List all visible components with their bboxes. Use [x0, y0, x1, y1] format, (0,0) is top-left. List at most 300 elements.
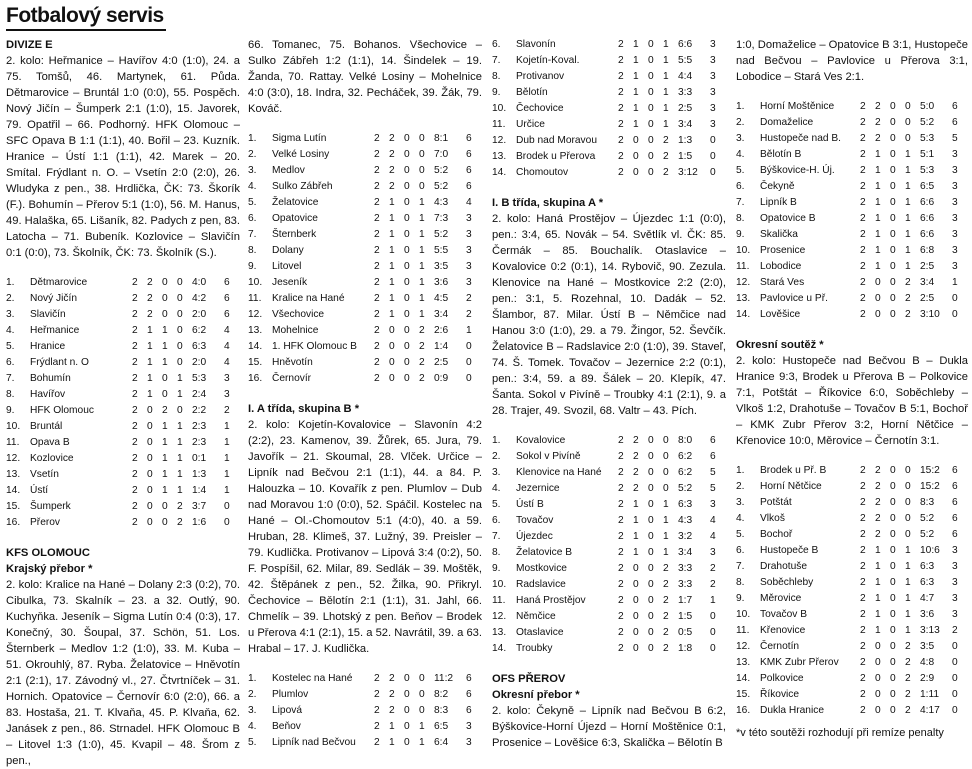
- points: 3: [952, 197, 958, 208]
- score: 8:3: [434, 705, 449, 716]
- score: 3:12: [678, 167, 698, 178]
- points: 4: [710, 531, 716, 542]
- team-name: Hustopeče nad B.: [760, 133, 841, 144]
- score: 5:2: [920, 117, 935, 128]
- games-played: 2: [860, 497, 866, 508]
- wins: 2: [875, 117, 881, 128]
- table-row: [248, 195, 482, 211]
- team-name: Heřmanice: [30, 325, 80, 336]
- points: 0: [224, 501, 230, 512]
- wins: 0: [633, 611, 639, 622]
- games-played: 2: [860, 529, 866, 540]
- wins: 2: [875, 497, 881, 508]
- points: 0: [710, 643, 716, 654]
- team-rank: 14.: [736, 309, 751, 320]
- table-row: [6, 355, 240, 371]
- team-rank: 5.: [248, 737, 257, 748]
- games-played: 2: [374, 373, 380, 384]
- points: 3: [952, 165, 958, 176]
- team-name: Kostelec na Hané: [272, 673, 353, 684]
- draws: 0: [648, 563, 654, 574]
- draws: 0: [162, 277, 168, 288]
- games-played: 2: [374, 229, 380, 240]
- points: 5: [710, 467, 716, 478]
- wins: 0: [875, 641, 881, 652]
- losses: 0: [905, 497, 911, 508]
- team-rank: 2.: [736, 481, 745, 492]
- wins: 1: [633, 39, 639, 50]
- team-name: Sulko Zábřeh: [272, 181, 333, 192]
- team-name: Horní Nětčice: [760, 481, 822, 492]
- team-name: Čechovice: [516, 103, 564, 114]
- draws: 0: [648, 435, 654, 446]
- games-played: 2: [618, 563, 624, 574]
- team-rank: 11.: [736, 261, 750, 272]
- column-2: [248, 37, 482, 751]
- losses: 1: [905, 213, 911, 224]
- losses: 1: [905, 625, 911, 636]
- draws: 0: [890, 657, 896, 668]
- team-rank: 14.: [492, 643, 507, 654]
- draws: 0: [890, 133, 896, 144]
- table-row: [248, 243, 482, 259]
- losses: 0: [905, 465, 911, 476]
- table-row: [492, 117, 726, 133]
- team-name: Říkovice: [760, 689, 800, 700]
- losses: 1: [905, 181, 911, 192]
- games-played: 2: [374, 261, 380, 272]
- draws: 1: [162, 325, 168, 336]
- wins: 0: [633, 579, 639, 590]
- wins: 1: [875, 165, 881, 176]
- games-played: 2: [618, 71, 624, 82]
- team-rank: 14.: [492, 167, 507, 178]
- draws: 0: [648, 467, 654, 478]
- table-row: [736, 243, 968, 259]
- table-row: [248, 163, 482, 179]
- draws: 1: [162, 421, 168, 432]
- points: 6: [952, 481, 958, 492]
- points: 0: [710, 627, 716, 638]
- team-rank: 9.: [6, 405, 15, 416]
- table-row: [492, 529, 726, 545]
- losses: 2: [663, 135, 669, 146]
- games-played: 2: [618, 515, 624, 526]
- wins: 2: [875, 133, 881, 144]
- team-name: Býškovice-H. Új.: [760, 165, 835, 176]
- team-name: Černotín: [760, 641, 800, 652]
- games-played: 2: [860, 165, 866, 176]
- points: 3: [952, 545, 958, 556]
- points: 4: [224, 325, 230, 336]
- team-name: Mostkovice: [516, 563, 567, 574]
- losses: 0: [177, 325, 183, 336]
- table-row: [6, 483, 240, 499]
- games-played: 2: [374, 737, 380, 748]
- losses: 0: [177, 357, 183, 368]
- draws: 0: [162, 309, 168, 320]
- points: 0: [952, 309, 958, 320]
- games-played: 2: [860, 213, 866, 224]
- table-row: [6, 307, 240, 323]
- losses: 2: [419, 373, 425, 384]
- games-played: 2: [132, 341, 138, 352]
- losses: 1: [177, 389, 183, 400]
- table-row: [492, 481, 726, 497]
- wins: 0: [633, 643, 639, 654]
- wins: 0: [147, 469, 153, 480]
- wins: 2: [633, 435, 639, 446]
- score: 2:5: [920, 261, 935, 272]
- losses: 1: [419, 293, 425, 304]
- wins: 1: [389, 213, 395, 224]
- score: 5:2: [920, 529, 935, 540]
- table-row: [492, 497, 726, 513]
- wins: 0: [389, 357, 395, 368]
- points: 3: [952, 561, 958, 572]
- points: 3: [710, 55, 716, 66]
- section-subheader: Okresní přebor *: [492, 689, 580, 701]
- table-row: [248, 371, 482, 387]
- score: 6:4: [434, 737, 449, 748]
- score: 3:6: [434, 277, 449, 288]
- score: 3:10: [920, 309, 940, 320]
- points: 1: [466, 325, 472, 336]
- draws: 0: [404, 737, 410, 748]
- games-played: 2: [618, 611, 624, 622]
- table-row: [492, 133, 726, 149]
- team-name: Brodek u Př. B: [760, 465, 827, 476]
- table-row: [248, 259, 482, 275]
- games-played: 2: [860, 561, 866, 572]
- draws: 1: [162, 469, 168, 480]
- games-played: 2: [374, 133, 380, 144]
- games-played: 2: [132, 421, 138, 432]
- team-name: Slavičín: [30, 309, 66, 320]
- table-row: [736, 291, 968, 307]
- losses: 0: [663, 435, 669, 446]
- losses: 2: [663, 579, 669, 590]
- games-played: 2: [618, 483, 624, 494]
- wins: 1: [875, 261, 881, 272]
- wins: 0: [389, 325, 395, 336]
- team-name: Želatovice B: [516, 547, 573, 558]
- section-header: KFS OLOMOUC: [6, 547, 90, 559]
- team-rank: 4.: [6, 325, 15, 336]
- draws: 0: [648, 71, 654, 82]
- score: 1:8: [678, 643, 693, 654]
- losses: 1: [663, 87, 669, 98]
- table-row: [492, 85, 726, 101]
- team-name: HFK Olomouc: [30, 405, 94, 416]
- points: 0: [466, 357, 472, 368]
- score: 3:4: [678, 547, 693, 558]
- games-played: 2: [374, 277, 380, 288]
- team-rank: 13.: [736, 293, 751, 304]
- points: 6: [710, 435, 716, 446]
- losses: 2: [905, 657, 911, 668]
- table-row: [736, 591, 968, 607]
- team-name: Černovír: [272, 373, 312, 384]
- table-row: [248, 211, 482, 227]
- team-rank: 16.: [6, 517, 21, 528]
- points: 1: [224, 485, 230, 496]
- team-name: Přerov: [30, 517, 61, 528]
- games-played: 2: [860, 309, 866, 320]
- score: 8:2: [434, 689, 449, 700]
- table-row: [492, 641, 726, 657]
- games-played: 2: [618, 435, 624, 446]
- standings-table: [736, 99, 968, 323]
- wins: 0: [147, 437, 153, 448]
- match-results: 66. Tomanec, 75. Bohanos. Všechovice – Sulko Zábřeh 1:2 (1:1), 14. Šindelek – 19. Žanda, 70. Rattay. Velké Losiny – Mohelnice 4:0 (3:0), 18. Indra, 32. Pecháček, 39. Žák, 79. Kováč.: [248, 39, 482, 115]
- points: 6: [224, 293, 230, 304]
- losses: 1: [419, 197, 425, 208]
- score: 3:4: [678, 119, 693, 130]
- points: 6: [952, 101, 958, 112]
- games-played: 2: [860, 229, 866, 240]
- games-played: 2: [860, 101, 866, 112]
- losses: 1: [419, 261, 425, 272]
- wins: 0: [147, 421, 153, 432]
- table-row: [736, 495, 968, 511]
- wins: 0: [147, 485, 153, 496]
- team-name: Hustopeče B: [760, 545, 819, 556]
- games-played: 2: [374, 197, 380, 208]
- points: 0: [466, 341, 472, 352]
- team-name: Litovel: [272, 261, 302, 272]
- losses: 2: [663, 627, 669, 638]
- team-rank: 9.: [492, 87, 501, 98]
- team-name: Ústí: [30, 485, 49, 496]
- points: 2: [466, 309, 472, 320]
- table-row: [736, 479, 968, 495]
- games-played: 2: [132, 437, 138, 448]
- wins: 2: [633, 467, 639, 478]
- draws: 0: [404, 181, 410, 192]
- team-rank: 3.: [736, 497, 745, 508]
- games-played: 2: [860, 657, 866, 668]
- score: 5:3: [192, 373, 207, 384]
- draws: 0: [162, 517, 168, 528]
- table-row: [248, 735, 482, 751]
- team-name: Radslavice: [516, 579, 566, 590]
- points: 4: [224, 341, 230, 352]
- losses: 0: [419, 705, 425, 716]
- score: 5:5: [434, 245, 449, 256]
- draws: 0: [404, 149, 410, 160]
- losses: 0: [177, 277, 183, 288]
- draws: 0: [890, 309, 896, 320]
- draws: 0: [404, 341, 410, 352]
- draws: 0: [648, 87, 654, 98]
- team-name: Hněvotín: [272, 357, 313, 368]
- points: 3: [710, 71, 716, 82]
- team-name: Dětmarovice: [30, 277, 88, 288]
- table-row: [736, 147, 968, 163]
- draws: 0: [890, 293, 896, 304]
- games-played: 2: [132, 293, 138, 304]
- table-row: [736, 527, 968, 543]
- wins: 1: [147, 357, 153, 368]
- games-played: 2: [618, 55, 624, 66]
- draws: 0: [648, 451, 654, 462]
- draws: 0: [162, 501, 168, 512]
- team-name: Čekyně: [760, 181, 795, 192]
- score: 6:3: [678, 499, 693, 510]
- wins: 2: [633, 451, 639, 462]
- score: 4:0: [192, 277, 207, 288]
- losses: 1: [663, 531, 669, 542]
- losses: 1: [419, 309, 425, 320]
- wins: 0: [633, 627, 639, 638]
- games-played: 2: [618, 103, 624, 114]
- draws: 0: [890, 117, 896, 128]
- wins: 1: [875, 625, 881, 636]
- standings-table: [492, 37, 726, 181]
- wins: 2: [389, 705, 395, 716]
- games-played: 2: [374, 673, 380, 684]
- score: 4:7: [920, 593, 935, 604]
- draws: 0: [162, 373, 168, 384]
- score: 5:2: [434, 181, 449, 192]
- score: 1:4: [192, 485, 207, 496]
- draws: 0: [648, 135, 654, 146]
- games-played: 2: [374, 705, 380, 716]
- section-subheader: Krajský přebor *: [6, 563, 93, 575]
- games-played: 2: [618, 499, 624, 510]
- team-rank: 10.: [248, 277, 263, 288]
- points: 6: [466, 705, 472, 716]
- score: 15:2: [920, 481, 940, 492]
- score: 6:6: [920, 229, 935, 240]
- section-subheader: Okresní soutěž *: [736, 339, 824, 351]
- wins: 1: [389, 245, 395, 256]
- points: 3: [466, 721, 472, 732]
- draws: 0: [890, 673, 896, 684]
- games-played: 2: [860, 465, 866, 476]
- games-played: 2: [860, 609, 866, 620]
- team-name: Opatovice: [272, 213, 318, 224]
- wins: 0: [875, 277, 881, 288]
- team-rank: 1.: [736, 465, 745, 476]
- draws: 0: [890, 245, 896, 256]
- team-name: Tovačov B: [760, 609, 807, 620]
- score: 2:6: [434, 325, 449, 336]
- games-played: 2: [618, 39, 624, 50]
- table-row: [736, 639, 968, 655]
- points: 1: [224, 421, 230, 432]
- draws: 0: [404, 133, 410, 144]
- wins: 2: [875, 465, 881, 476]
- games-played: 2: [860, 261, 866, 272]
- team-rank: 6.: [6, 357, 15, 368]
- team-rank: 2.: [6, 293, 15, 304]
- wins: 2: [875, 481, 881, 492]
- points: 1: [224, 437, 230, 448]
- table-row: [736, 559, 968, 575]
- games-played: 2: [860, 545, 866, 556]
- losses: 1: [905, 609, 911, 620]
- draws: 0: [890, 481, 896, 492]
- team-name: Opava B: [30, 437, 70, 448]
- score: 1:4: [434, 341, 449, 352]
- losses: 2: [419, 325, 425, 336]
- team-rank: 5.: [248, 197, 257, 208]
- table-row: [736, 687, 968, 703]
- points: 0: [710, 167, 716, 178]
- team-rank: 11.: [6, 437, 20, 448]
- losses: 0: [905, 117, 911, 128]
- team-name: Měrovice: [760, 593, 802, 604]
- games-played: 2: [860, 593, 866, 604]
- points: 3: [952, 181, 958, 192]
- team-name: Vlkoš: [760, 513, 785, 524]
- team-name: Horní Moštěnice: [760, 101, 835, 112]
- table-row: [248, 131, 482, 147]
- team-rank: 12.: [248, 309, 263, 320]
- points: 0: [710, 135, 716, 146]
- table-row: [492, 625, 726, 641]
- games-played: 2: [860, 625, 866, 636]
- table-row: [736, 703, 968, 719]
- team-name: Slavonín: [516, 39, 556, 50]
- team-rank: 9.: [248, 261, 257, 272]
- score: 3:7: [192, 501, 207, 512]
- games-played: 2: [860, 641, 866, 652]
- score: 3:5: [920, 641, 935, 652]
- games-played: 2: [132, 469, 138, 480]
- points: 6: [952, 529, 958, 540]
- draws: 0: [890, 625, 896, 636]
- table-row: [6, 499, 240, 515]
- draws: 0: [890, 101, 896, 112]
- column-1: [6, 37, 240, 769]
- score: 6:5: [920, 181, 935, 192]
- team-name: Pavlovice u Př.: [760, 293, 828, 304]
- team-name: Újezdec: [516, 531, 553, 542]
- wins: 1: [147, 325, 153, 336]
- wins: 1: [147, 341, 153, 352]
- wins: 0: [633, 595, 639, 606]
- wins: 1: [389, 721, 395, 732]
- score: 0:1: [192, 453, 207, 464]
- team-rank: 14.: [248, 341, 263, 352]
- draws: 0: [890, 229, 896, 240]
- score: 2:4: [192, 389, 207, 400]
- team-rank: 10.: [6, 421, 21, 432]
- draws: 0: [890, 513, 896, 524]
- wins: 0: [875, 309, 881, 320]
- games-played: 2: [618, 579, 624, 590]
- team-rank: 11.: [736, 625, 750, 636]
- team-name: Medlov: [272, 165, 305, 176]
- table-row: [248, 227, 482, 243]
- team-name: Skalička: [760, 229, 798, 240]
- draws: 0: [890, 149, 896, 160]
- losses: 1: [177, 373, 183, 384]
- score: 4:3: [434, 197, 449, 208]
- wins: 1: [389, 737, 395, 748]
- losses: 0: [905, 481, 911, 492]
- draws: 2: [162, 405, 168, 416]
- table-row: [736, 655, 968, 671]
- games-played: 2: [374, 689, 380, 700]
- wins: 0: [875, 293, 881, 304]
- table-row: [492, 545, 726, 561]
- team-name: Lipník B: [760, 197, 797, 208]
- games-played: 2: [860, 673, 866, 684]
